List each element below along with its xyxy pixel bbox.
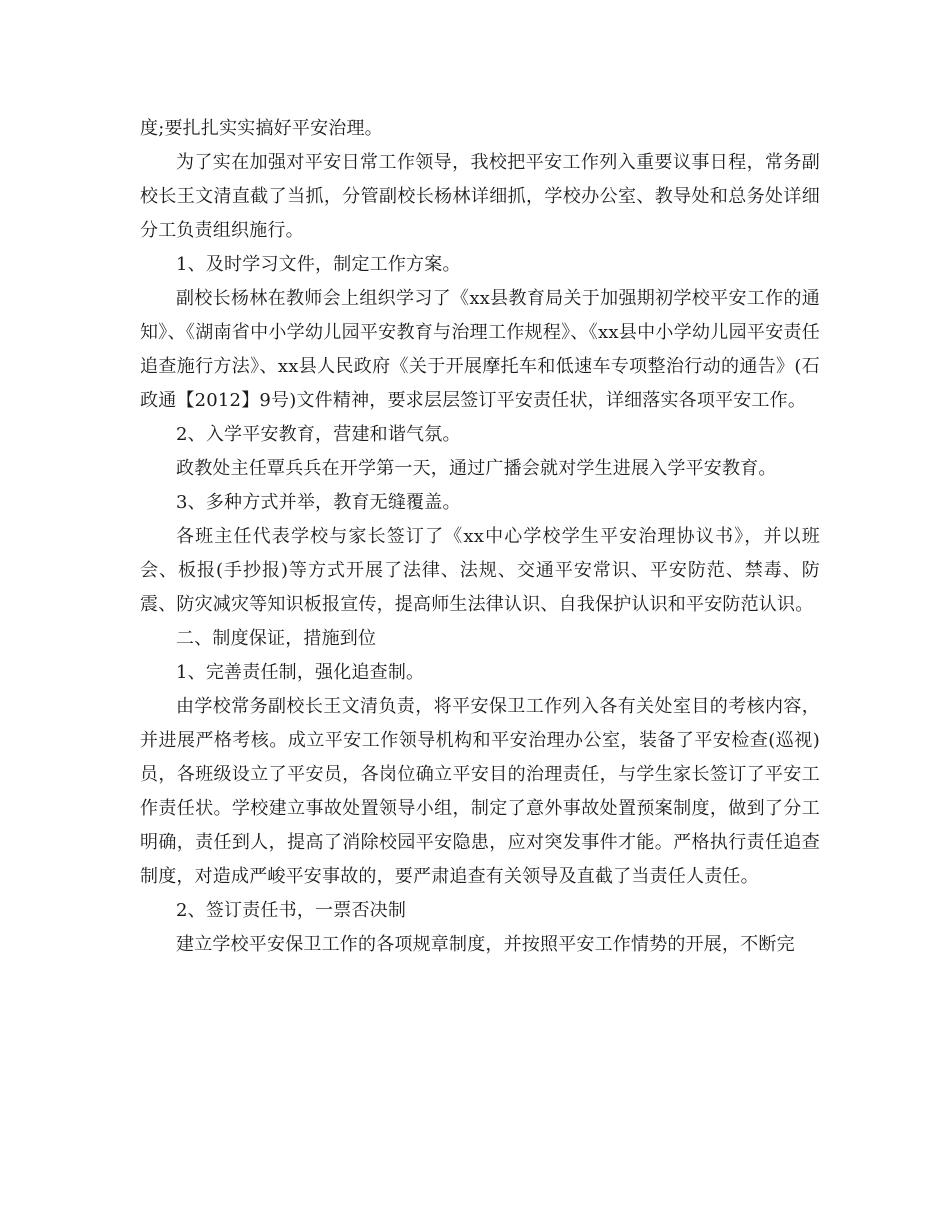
paragraph: 度;要扎扎实实搞好平安治理。	[140, 118, 383, 139]
paragraph: 各班主任代表学校与家长签订了《xx中心学校学生平安治理协议书》，并以班会、板报(手抄报)等方式开展了法律、法规、交通平安常识、平安防范、禁毒、防震、防灾减灾等知识板报宣传，提高师生法律认识、自我保护认识和平安防范认识。	[140, 526, 820, 615]
paragraph: 政教处主任覃兵兵在开学第一天，通过广播会就对学生进展入学平安教育。	[176, 458, 777, 479]
document-body	[140, 112, 820, 962]
section-heading: 3、多种方式并举，教育无缝覆盖。	[176, 492, 461, 513]
section-heading: 2、入学平安教育，营建和谐气氛。	[176, 424, 461, 445]
section-heading: 1、及时学习文件，制定工作方案。	[176, 254, 461, 275]
section-heading: 二、制度保证，措施到位	[176, 628, 377, 649]
section-heading: 2、签订责任书，一票否决制	[176, 900, 407, 921]
section-heading: 1、完善责任制，强化追查制。	[176, 662, 425, 683]
paragraph: 副校长杨林在教师会上组织学习了《xx县教育局关于加强期初学校平安工作的通知》、《湖南省中小学幼儿园平安教育与治理工作规程》、《xx县中小学幼儿园平安责任追查施行方法》、xx县人民政府《关于开展摩托车和低速车专项整治行动的通告》(石政通【2012】9号)文件精神，要求层层签订平安责任状，详细落实各项平安工作。	[140, 288, 820, 411]
paragraph: 由学校常务副校长王文清负责，将平安保卫工作列入各有关处室目的考核内容，并进展严格考核。成立平安工作领导机构和平安治理办公室，装备了平安检查(巡视)员，各班级设立了平安员，各岗位确立平安目的治理责任，与学生家长签订了平安工作责任状。学校建立事故处置领导小组，制定了意外事故处置预案制度，做到了分工明确，责任到人，提高了消除校园平安隐患，应对突发事件才能。严格执行责任追查制度，对造成严峻平安事故的，要严肃追查有关领导及直截了当责任人责任。	[140, 696, 820, 887]
paragraph: 建立学校平安保卫工作的各项规章制度，并按照平安工作情势的开展，不断完	[176, 934, 795, 955]
paragraph: 为了实在加强对平安日常工作领导，我校把平安工作列入重要议事日程，常务副校长王文清直截了当抓，分管副校长杨林详细抓，学校办公室、教导处和总务处详细分工负责组织施行。	[140, 152, 820, 241]
